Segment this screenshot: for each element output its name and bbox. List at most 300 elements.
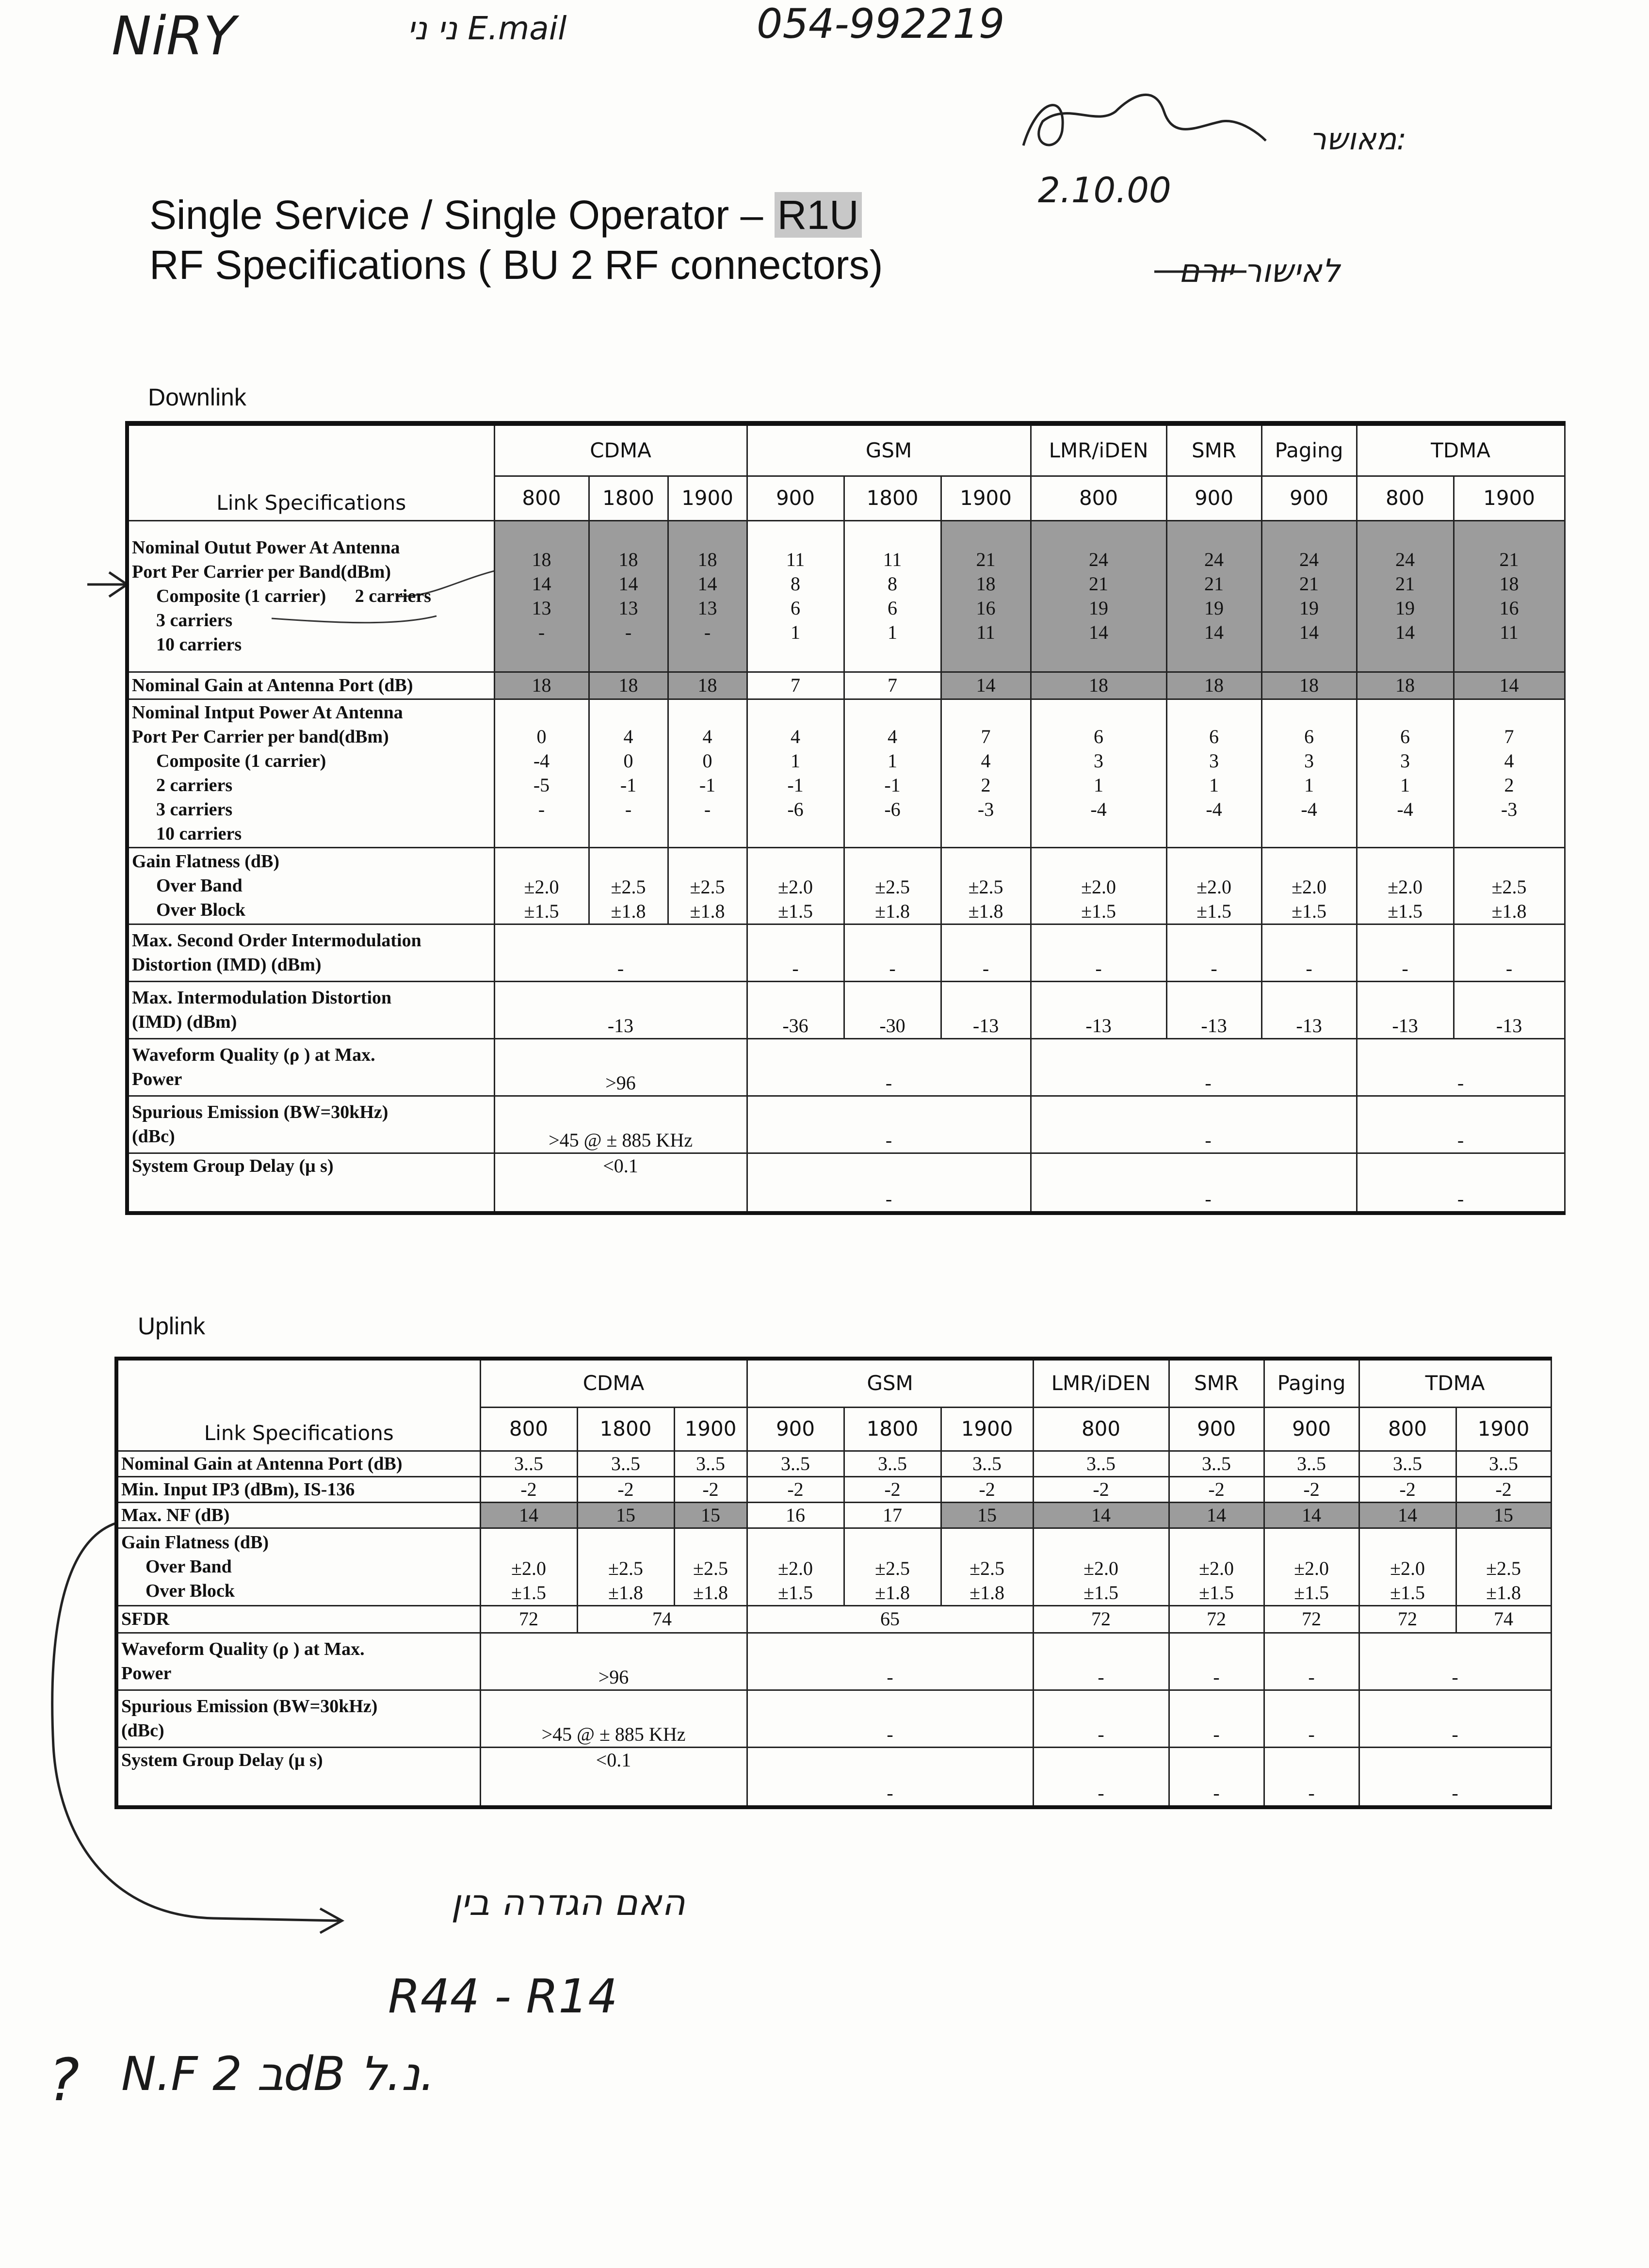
- row-label-line: (dBc): [132, 1126, 175, 1147]
- table-cell: [1454, 699, 1565, 847]
- cell-value: ±1.8: [875, 1581, 910, 1604]
- dl-band: 900: [1166, 476, 1261, 520]
- cell-value: 3: [1209, 750, 1219, 772]
- table-cell: [1357, 520, 1454, 672]
- cell-value: ±2.5: [1491, 875, 1527, 898]
- cell-value: ±2.5: [875, 1557, 910, 1579]
- table-cell: -: [844, 924, 941, 981]
- cell-value: -: [538, 621, 545, 643]
- cell-value: 8: [888, 573, 898, 595]
- table-cell: <0.1: [480, 1747, 747, 1807]
- cell-value: -1: [699, 774, 716, 796]
- table-cell: -: [494, 924, 747, 981]
- ul-row-spurious: [116, 1690, 1551, 1747]
- dl-row-spurious: [127, 1096, 1565, 1153]
- ul-row-nf: [116, 1502, 1551, 1528]
- dl-second-order-label: [127, 924, 494, 981]
- dl-band: 800: [1357, 476, 1454, 520]
- table-cell: -2: [1456, 1476, 1551, 1502]
- cell-value: ±1.5: [1196, 900, 1232, 922]
- cell-value: 19: [1204, 597, 1224, 619]
- dl-service-tdma: TDMA: [1357, 423, 1565, 476]
- table-cell: 3..5: [1033, 1451, 1169, 1476]
- cell-value: -1: [787, 774, 804, 796]
- cell-value: 21: [1089, 573, 1109, 595]
- table-cell: [1166, 847, 1261, 924]
- table-cell: 14: [1454, 672, 1565, 699]
- table-cell: -2: [674, 1476, 747, 1502]
- dl-delay-label: System Group Delay (μ s): [127, 1153, 494, 1213]
- table-cell: [844, 699, 941, 847]
- cell-value: -: [704, 798, 711, 820]
- cell-value: -4: [1301, 798, 1317, 820]
- table-cell: 3..5: [674, 1451, 747, 1476]
- handwritten-approval-label: לאישור יורם: [1179, 252, 1341, 290]
- row-label-line: (dBc): [121, 1720, 164, 1741]
- table-cell: -: [1357, 1038, 1565, 1096]
- dl-band: 1900: [1454, 476, 1565, 520]
- table-cell: [1261, 847, 1357, 924]
- cell-value: 7: [981, 726, 991, 747]
- dl-band: 900: [747, 476, 844, 520]
- dl-row-gain: [127, 672, 1565, 699]
- ul-service-paging: Paging: [1264, 1359, 1359, 1407]
- cell-value: ±2.0: [1083, 1557, 1119, 1579]
- table-cell: [1031, 847, 1166, 924]
- cell-value: ±2.5: [608, 1557, 643, 1579]
- cell-value: 24: [1395, 549, 1415, 570]
- cell-value: ±2.5: [968, 875, 1003, 898]
- table-cell: -: [747, 1153, 1031, 1213]
- table-cell: [844, 1528, 941, 1605]
- handwritten-name: NiRY: [112, 5, 236, 67]
- table-cell: -36: [747, 981, 844, 1038]
- page-subtitle: RF Specifications ( BU 2 RF connectors): [149, 242, 883, 288]
- cell-value: 11: [976, 621, 995, 643]
- cell-value: 4: [791, 726, 801, 747]
- table-cell: >96: [480, 1633, 747, 1690]
- table-cell: -: [1261, 924, 1357, 981]
- table-cell: 18: [1261, 672, 1357, 699]
- cell-value: 14: [1204, 621, 1224, 643]
- table-cell: [668, 847, 747, 924]
- row-label-line: Power: [121, 1663, 172, 1684]
- cell-value: ±1.5: [1390, 1581, 1425, 1604]
- dl-service-paging: Paging: [1261, 423, 1357, 476]
- handwritten-email-label: ני ני E.mail: [407, 10, 567, 47]
- table-cell: -: [747, 1633, 1033, 1690]
- cell-value: 3: [1400, 750, 1410, 772]
- dl-spurious-label: [127, 1096, 494, 1153]
- row-label-line: Composite (1 carrier): [156, 751, 326, 771]
- row-label-line: Over Block: [146, 1581, 235, 1601]
- cell-value: -5: [533, 774, 550, 796]
- cell-value: ±2.0: [778, 1557, 813, 1579]
- ul-delay-label: System Group Delay (μ s): [116, 1747, 480, 1807]
- table-cell: 14: [480, 1502, 577, 1528]
- table-cell: 14: [1033, 1502, 1169, 1528]
- cell-value: 1: [791, 750, 801, 772]
- uplink-heading: Uplink: [138, 1312, 205, 1340]
- ul-row-ip3: [116, 1476, 1551, 1502]
- ul-band: 1800: [577, 1407, 674, 1451]
- dl-band: 1800: [844, 476, 941, 520]
- table-cell: 18: [1357, 672, 1454, 699]
- table-cell: 3..5: [1359, 1451, 1456, 1476]
- table-cell: [1357, 699, 1454, 847]
- cell-value: 24: [1089, 549, 1109, 570]
- row-label-line: 3 carriers: [156, 799, 233, 820]
- cell-value: ±1.5: [524, 900, 559, 922]
- ul-row-delay: [116, 1747, 1551, 1807]
- table-cell: 72: [1033, 1605, 1169, 1633]
- table-cell: 3..5: [577, 1451, 674, 1476]
- cell-value: 6: [791, 597, 801, 619]
- cell-value: 1: [1400, 774, 1410, 796]
- row-label-line: Nominal Outut Power At Antenna: [132, 537, 400, 558]
- cell-value: 6: [888, 597, 898, 619]
- cell-value: ±2.5: [611, 875, 646, 898]
- table-cell: -: [1033, 1690, 1169, 1747]
- cell-value: ±1.8: [1491, 900, 1527, 922]
- cell-value: 14: [1089, 621, 1109, 643]
- table-cell: -13: [1357, 981, 1454, 1038]
- cell-value: ±1.8: [1486, 1581, 1521, 1604]
- table-cell: 72: [1264, 1605, 1359, 1633]
- ul-service-cdma: CDMA: [480, 1359, 747, 1407]
- cell-value: 1: [1304, 774, 1314, 796]
- table-cell: -: [1357, 1096, 1565, 1153]
- cell-value: 3: [1304, 750, 1314, 772]
- table-cell: [844, 847, 941, 924]
- cell-value: 18: [532, 549, 551, 570]
- table-cell: 72: [480, 1605, 577, 1633]
- cell-value: ±2.0: [1292, 875, 1327, 898]
- table-cell: >45 @ ± 885 KHz: [494, 1096, 747, 1153]
- cell-value: 21: [1395, 573, 1415, 595]
- row-label-line: Spurious Emission (BW=30kHz): [121, 1696, 378, 1717]
- cell-value: 14: [697, 573, 717, 595]
- cell-value: 3: [1094, 750, 1104, 772]
- table-cell: 18: [668, 672, 747, 699]
- cell-value: 6: [1209, 726, 1219, 747]
- ul-band: 1900: [674, 1407, 747, 1451]
- row-label-line: Nominal Intput Power At Antenna: [132, 702, 403, 723]
- table-cell: 72: [1359, 1605, 1456, 1633]
- cell-value: 13: [697, 597, 717, 619]
- table-cell: -2: [1264, 1476, 1359, 1502]
- cell-value: ±2.0: [1388, 875, 1423, 898]
- table-cell: [494, 520, 589, 672]
- row-label-line: 2 carriers: [156, 775, 233, 795]
- dl-band: 1800: [589, 476, 668, 520]
- table-cell: 3..5: [1456, 1451, 1551, 1476]
- ul-band: 800: [1033, 1407, 1169, 1451]
- table-cell: [1166, 520, 1261, 672]
- dl-service-smr: SMR: [1166, 423, 1261, 476]
- table-cell: [1261, 520, 1357, 672]
- cell-value: ±1.8: [608, 1581, 643, 1604]
- cell-value: ±2.0: [1294, 1557, 1329, 1579]
- table-cell: 15: [577, 1502, 674, 1528]
- table-cell: [941, 520, 1031, 672]
- table-cell: 18: [589, 672, 668, 699]
- row-label-line: 3 carriers: [156, 610, 233, 631]
- table-cell: 3..5: [480, 1451, 577, 1476]
- cell-value: 13: [532, 597, 551, 619]
- table-cell: [668, 520, 747, 672]
- cell-value: 24: [1299, 549, 1319, 570]
- table-cell: 3..5: [1169, 1451, 1264, 1476]
- table-cell: [1261, 699, 1357, 847]
- cell-value: 24: [1204, 549, 1224, 570]
- cell-value: 0: [536, 726, 547, 747]
- dl-row-second-order: [127, 924, 1565, 981]
- table-cell: -: [747, 1096, 1031, 1153]
- table-cell: -: [1169, 1690, 1264, 1747]
- cell-value: 14: [1299, 621, 1319, 643]
- table-cell: 7: [747, 672, 844, 699]
- table-cell: -: [1033, 1747, 1169, 1807]
- cell-value: 19: [1089, 597, 1109, 619]
- ul-row-gain: [116, 1451, 1551, 1476]
- cell-value: 0: [623, 750, 633, 772]
- table-cell: -2: [941, 1476, 1033, 1502]
- cell-value: 4: [1504, 750, 1514, 772]
- cell-value: -6: [884, 798, 901, 820]
- ul-spurious-label: [116, 1690, 480, 1747]
- table-cell: [941, 1528, 1033, 1605]
- table-cell: -: [1357, 1153, 1565, 1213]
- row-label-line: 10 carriers: [156, 824, 242, 844]
- table-cell: -2: [747, 1476, 844, 1502]
- table-cell: -: [1359, 1690, 1551, 1747]
- ul-ip3-label: Min. Input IP3 (dBm), IS-136: [116, 1476, 480, 1502]
- table-cell: 14: [941, 672, 1031, 699]
- cell-value: ±1.5: [778, 900, 813, 922]
- ul-link-spec-header: Link Specifications: [116, 1359, 480, 1451]
- table-cell: <0.1: [494, 1153, 747, 1213]
- ul-gain-label: Nominal Gain at Antenna Port (dB): [116, 1451, 480, 1476]
- cell-value: 6: [1304, 726, 1314, 747]
- table-cell: 18: [1031, 672, 1166, 699]
- cell-value: 14: [532, 573, 551, 595]
- table-cell: [747, 699, 844, 847]
- cell-value: -3: [977, 798, 994, 820]
- cell-value: 19: [1395, 597, 1415, 619]
- dl-waveform-label: [127, 1038, 494, 1096]
- row-label-line: Waveform Quality (ρ ) at Max.: [121, 1639, 365, 1659]
- table-cell: [1166, 699, 1261, 847]
- row-label-line: Max. Second Order Intermodulation: [132, 930, 421, 951]
- dl-row-waveform: [127, 1038, 1565, 1096]
- cell-value: ±1.5: [778, 1581, 813, 1604]
- table-cell: >45 @ ± 885 KHz: [480, 1690, 747, 1747]
- cell-value: 7: [1504, 726, 1514, 747]
- table-cell: [674, 1528, 747, 1605]
- table-cell: [1359, 1528, 1456, 1605]
- ul-nf-label: Max. NF (dB): [116, 1502, 480, 1528]
- table-cell: -: [1169, 1747, 1264, 1807]
- table-cell: -: [1166, 924, 1261, 981]
- cell-value: 2: [1504, 774, 1514, 796]
- dl-row-imd: [127, 981, 1565, 1038]
- row-label-line: Power: [132, 1069, 182, 1089]
- page-title: [149, 192, 862, 239]
- cell-value: 1: [888, 621, 898, 643]
- cell-value: ±2.0: [511, 1557, 546, 1579]
- cell-value: 1: [1094, 774, 1104, 796]
- table-cell: -: [1169, 1633, 1264, 1690]
- table-cell: [844, 520, 941, 672]
- table-cell: [589, 520, 668, 672]
- row-label-line: Over Band: [156, 875, 242, 896]
- table-cell: [1454, 847, 1565, 924]
- table-cell: [1357, 847, 1454, 924]
- row-label-line: Gain Flatness (dB): [121, 1532, 269, 1553]
- table-cell: [480, 1528, 577, 1605]
- cell-value: 4: [981, 750, 991, 772]
- cell-value: 1: [888, 750, 898, 772]
- cell-value: 2: [981, 774, 991, 796]
- cell-value: 16: [976, 597, 996, 619]
- table-cell: [589, 699, 668, 847]
- cell-value: 14: [1395, 621, 1415, 643]
- dl-input-power-label: [127, 699, 494, 847]
- cell-value: 6: [1094, 726, 1104, 747]
- cell-value: -3: [1501, 798, 1518, 820]
- table-cell: -: [747, 924, 844, 981]
- cell-value: -: [538, 798, 545, 820]
- table-cell: [1031, 699, 1166, 847]
- table-cell: [941, 847, 1031, 924]
- cell-value: 4: [888, 726, 898, 747]
- cell-value: -4: [1090, 798, 1107, 820]
- cell-value: ±2.0: [778, 875, 813, 898]
- table-cell: -13: [1454, 981, 1565, 1038]
- cell-value: ±2.5: [690, 875, 725, 898]
- title-prefix: Single Service / Single Operator –: [149, 192, 775, 238]
- ul-band: 1900: [941, 1407, 1033, 1451]
- row-label-line: 2 carriers: [355, 586, 431, 606]
- cell-value: 6: [1400, 726, 1410, 747]
- ul-band: 900: [1264, 1407, 1359, 1451]
- table-cell: 3..5: [747, 1451, 844, 1476]
- ul-service-tdma: TDMA: [1359, 1359, 1551, 1407]
- table-cell: -2: [1359, 1476, 1456, 1502]
- table-cell: [494, 699, 589, 847]
- table-cell: [668, 699, 747, 847]
- title-model: R1U: [775, 192, 862, 238]
- cell-value: 19: [1299, 597, 1319, 619]
- table-cell: -: [1031, 1096, 1357, 1153]
- cell-value: -: [704, 621, 711, 643]
- row-label-line: Port Per Carrier per Band(dBm): [132, 562, 391, 582]
- table-cell: -2: [480, 1476, 577, 1502]
- table-cell: 3..5: [941, 1451, 1033, 1476]
- ul-flatness-label: [116, 1528, 480, 1605]
- ul-service-lmr: LMR/iDEN: [1033, 1359, 1169, 1407]
- table-cell: -13: [941, 981, 1031, 1038]
- table-cell: 7: [844, 672, 941, 699]
- cell-value: 18: [1499, 573, 1519, 595]
- table-cell: -13: [1031, 981, 1166, 1038]
- table-cell: [577, 1528, 674, 1605]
- cell-value: ±2.5: [970, 1557, 1005, 1579]
- table-cell: -: [1031, 924, 1166, 981]
- cell-value: -6: [787, 798, 804, 820]
- row-label-line: Spurious Emission (BW=30kHz): [132, 1102, 388, 1122]
- row-label-line: Composite (1 carrier): [156, 586, 326, 606]
- table-cell: -2: [844, 1476, 941, 1502]
- ul-row-flatness: [116, 1528, 1551, 1605]
- table-cell: -: [941, 924, 1031, 981]
- cell-value: ±2.5: [693, 1557, 728, 1579]
- cell-value: ±1.8: [970, 1581, 1005, 1604]
- cell-value: 21: [976, 549, 996, 570]
- cell-value: ±2.0: [1199, 1557, 1234, 1579]
- table-cell: -13: [494, 981, 747, 1038]
- cell-value: 18: [618, 549, 638, 570]
- dl-flatness-label: [127, 847, 494, 924]
- dl-band: 800: [494, 476, 589, 520]
- table-cell: [747, 1528, 844, 1605]
- handwritten-note-line2: R44 - R14: [388, 1969, 618, 2024]
- cell-value: 1: [1209, 774, 1219, 796]
- uplink-table: [114, 1357, 1552, 1809]
- row-label-line: Gain Flatness (dB): [132, 851, 280, 872]
- cell-value: -: [625, 621, 632, 643]
- cell-value: 4: [702, 726, 712, 747]
- ul-band: 800: [480, 1407, 577, 1451]
- table-cell: -13: [1166, 981, 1261, 1038]
- cell-value: ±1.5: [1081, 900, 1116, 922]
- dl-band: 900: [1261, 476, 1357, 520]
- row-label-line: Distortion (IMD) (dBm): [132, 955, 322, 975]
- ul-band: 800: [1359, 1407, 1456, 1451]
- table-cell: [589, 847, 668, 924]
- dl-service-lmr: LMR/iDEN: [1031, 423, 1166, 476]
- cell-value: 8: [791, 573, 801, 595]
- header-row: [127, 423, 1565, 476]
- row-label-line: Waveform Quality (ρ ) at Max.: [132, 1045, 375, 1065]
- cell-value: 21: [1204, 573, 1224, 595]
- table-cell: 15: [1456, 1502, 1551, 1528]
- ul-row-waveform: [116, 1633, 1551, 1690]
- row-label-line: Over Band: [146, 1556, 232, 1577]
- dl-service-gsm: GSM: [747, 423, 1031, 476]
- ul-service-smr: SMR: [1169, 1359, 1264, 1407]
- table-cell: -: [1033, 1633, 1169, 1690]
- cell-value: 16: [1499, 597, 1519, 619]
- dl-link-spec-header: Link Specifications: [127, 423, 494, 520]
- cell-value: ±1.8: [875, 900, 910, 922]
- cell-value: -1: [884, 774, 901, 796]
- table-cell: 74: [1456, 1605, 1551, 1633]
- table-cell: -: [747, 1690, 1033, 1747]
- table-cell: -13: [1261, 981, 1357, 1038]
- downlink-heading: Downlink: [148, 384, 246, 411]
- cell-value: 0: [702, 750, 712, 772]
- cell-value: ±1.5: [1294, 1581, 1329, 1604]
- table-cell: -: [1357, 924, 1454, 981]
- handwritten-question-mark: ?: [48, 2047, 80, 2114]
- ul-band: 1800: [844, 1407, 941, 1451]
- cell-value: ±2.0: [1390, 1557, 1425, 1579]
- cell-value: ±2.5: [1486, 1557, 1521, 1579]
- ul-band: 900: [747, 1407, 844, 1451]
- table-cell: -: [1264, 1747, 1359, 1807]
